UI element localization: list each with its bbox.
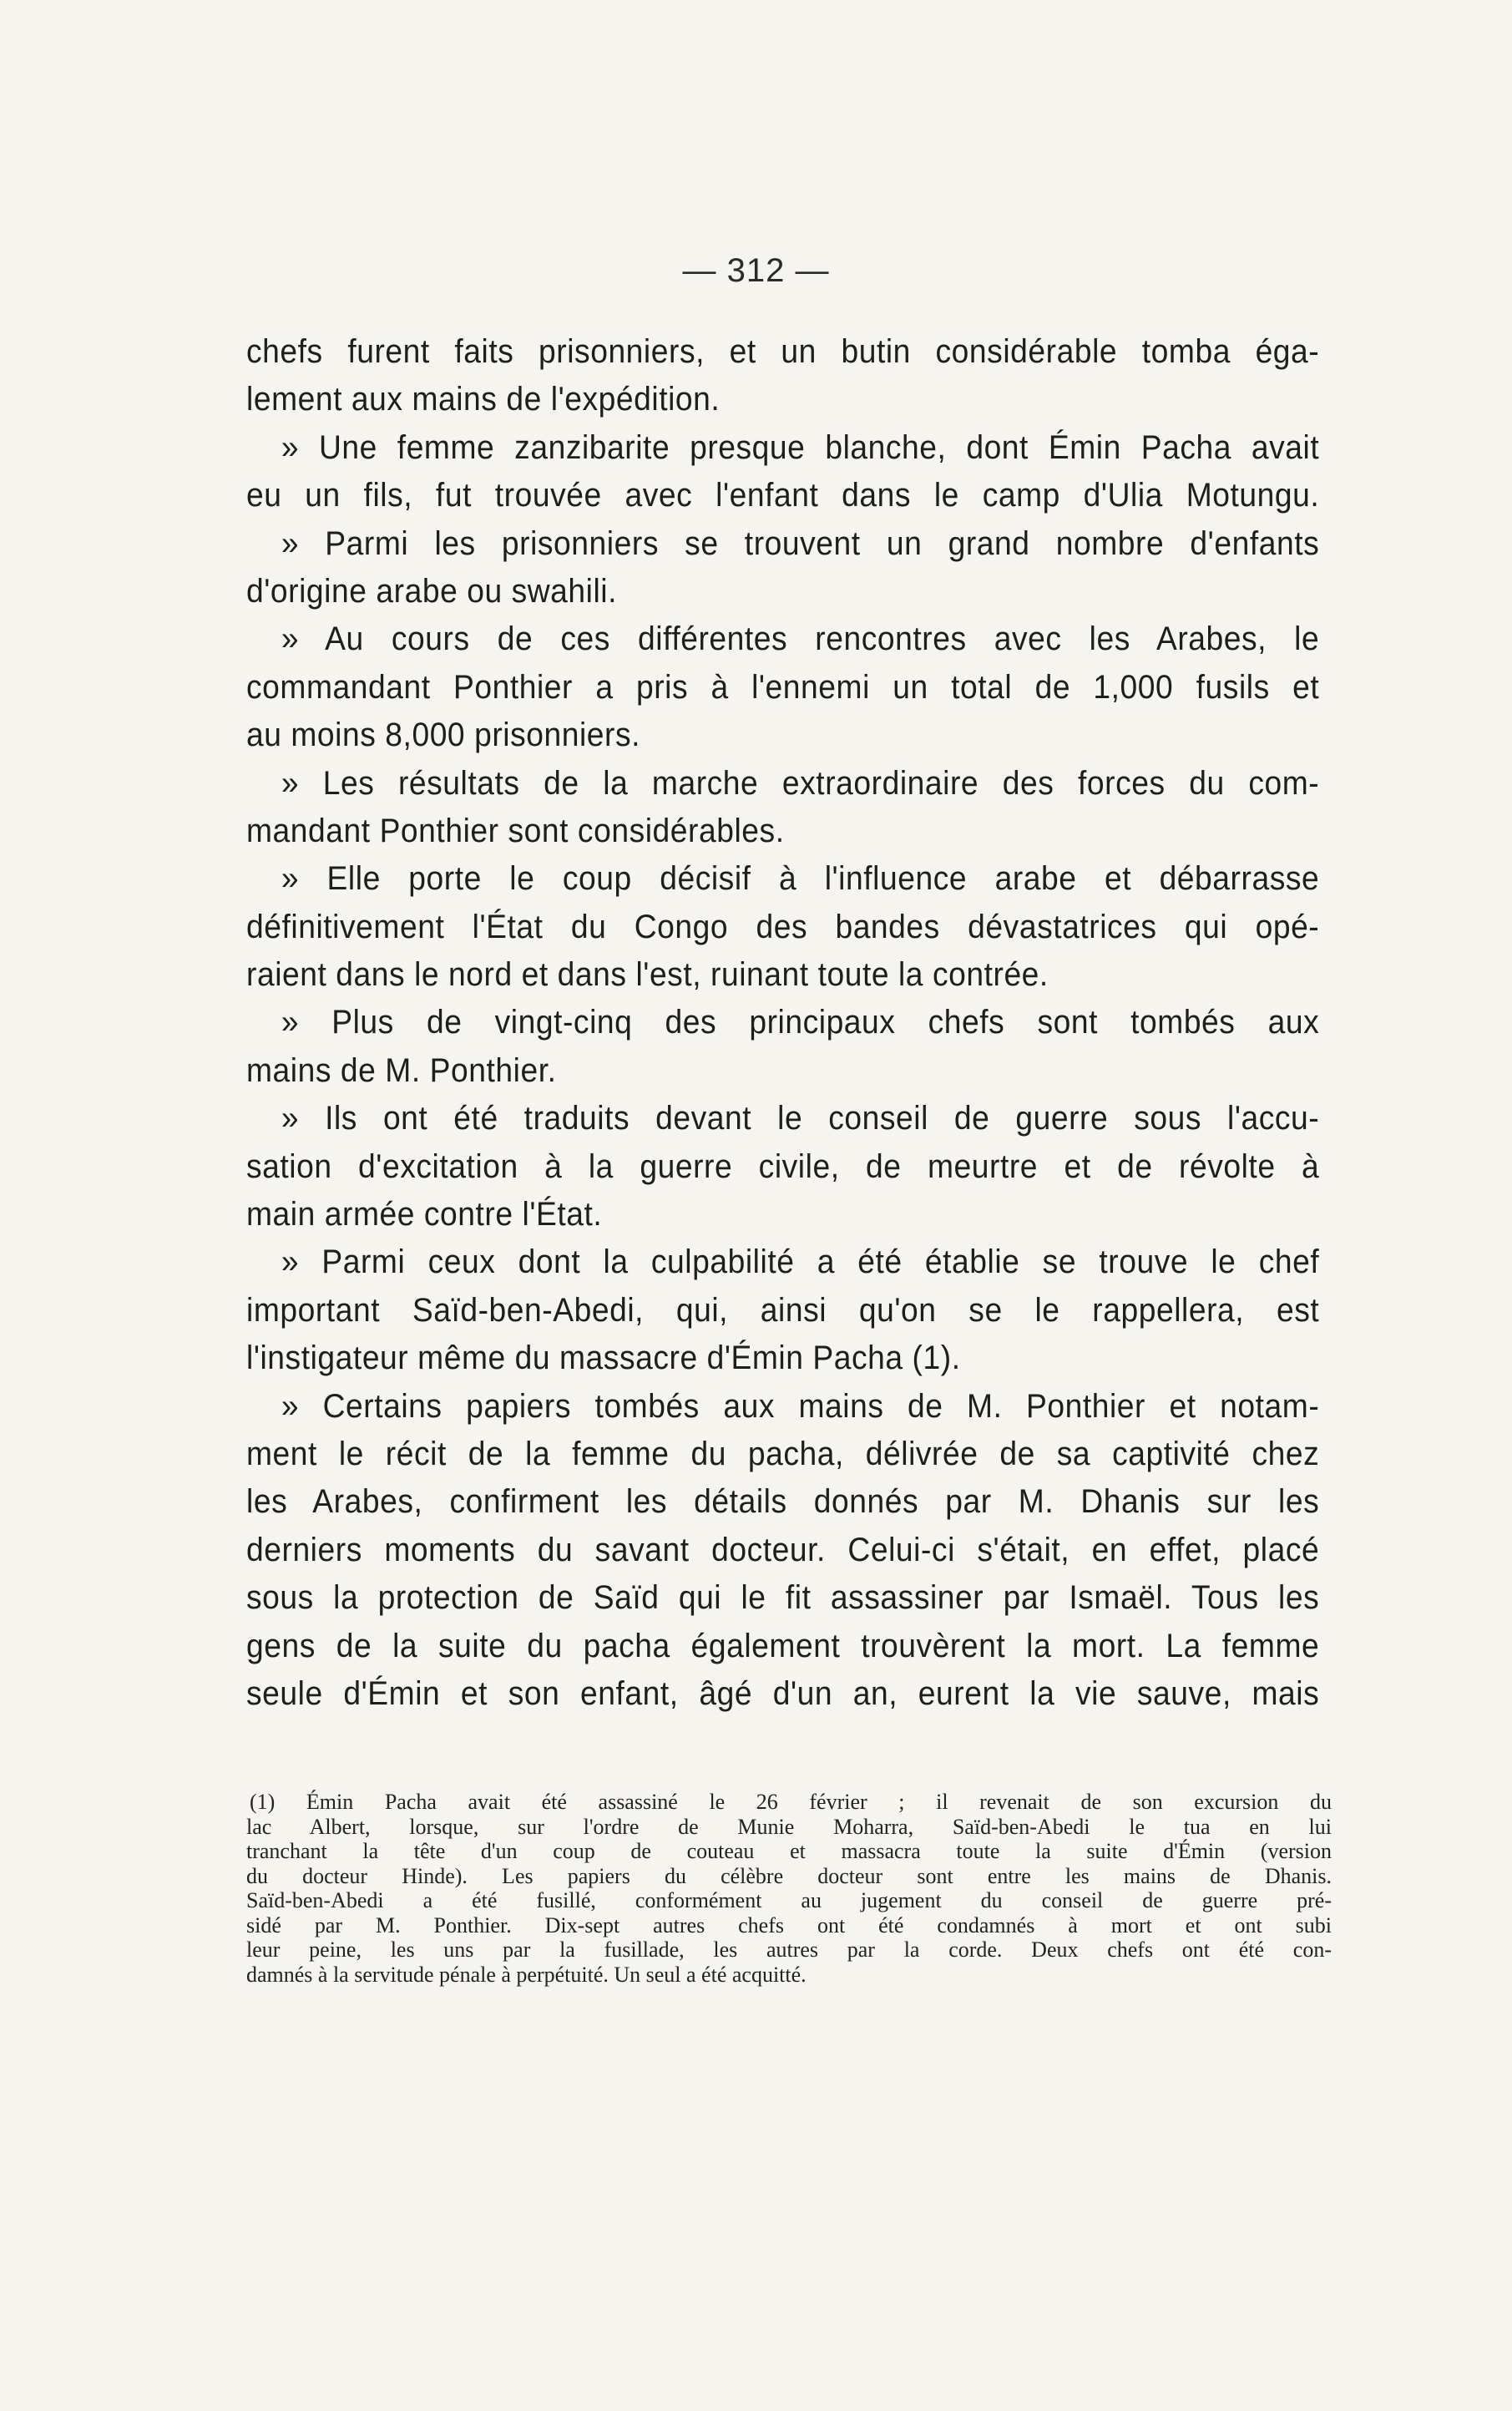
text-line: » Certains papiers tombés aux mains de M. Ponthier et notam- (281, 1387, 1320, 1425)
text-line: » Parmi ceux dont la culpabilité a été établie se trouve le chef (281, 1243, 1320, 1281)
text-line: lement aux mains de l'expédition. (246, 381, 721, 418)
text-line: » Elle porte le coup décisif à l'influence arabe et débarrasse (281, 860, 1320, 898)
footnote-line: tranchant la tête d'un coup de couteau et massacra toute la suite d'Émin (version (246, 1839, 1332, 1863)
text-line: derniers moments du savant docteur. Celui-ci s'était, en effet, placé (246, 1531, 1320, 1568)
text-line: chefs furent faits prisonniers, et un butin considérable tomba éga- (246, 333, 1320, 370)
main-text-block (246, 328, 1319, 1718)
text-line: eu un fils, fut trouvée avec l'enfant dans le camp d'Ulia Motungu. (246, 477, 1320, 514)
footnote-block (246, 1790, 1332, 1987)
text-line: l'instigateur même du massacre d'Émin Pacha (1). (246, 1340, 961, 1377)
text-line: mains de M. Ponthier. (246, 1051, 557, 1089)
text-line: ment le récit de la femme du pacha, délivrée de sa captivité chez (246, 1435, 1320, 1472)
text-line: sation d'excitation à la guerre civile, de meurtre et de révolte à (246, 1147, 1320, 1185)
text-line: » Au cours de ces différentes rencontres avec les Arabes, le (281, 620, 1320, 658)
footnote-line: du docteur Hinde). Les papiers du célèbre docteur sont entre les mains de Dhanis. (246, 1863, 1332, 1888)
page-number: — 312 — (682, 252, 830, 289)
text-line: » Parmi les prisonniers se trouvent un grand nombre d'enfants (281, 524, 1320, 562)
text-line: au moins 8,000 prisonniers. (246, 717, 641, 754)
text-line: d'origine arabe ou swahili. (246, 572, 618, 610)
text-line: gens de la suite du pacha également trouvèrent la mort. La femme (246, 1627, 1320, 1664)
text-line: important Saïd-ben-Abedi, qui, ainsi qu'on se le rappellera, est (246, 1291, 1320, 1329)
footnote-line: damnés à la servitude pénale à perpétuité. Un seul a été acquitté. (246, 1962, 807, 1987)
text-line: main armée contre l'État. (246, 1196, 603, 1233)
footnote-line: lac Albert, lorsque, sur l'ordre de Munie Moharra, Saïd-ben-Abedi le tua en lui (246, 1814, 1332, 1839)
footnote-line: Saïd-ben-Abedi a été fusillé, conformément au jugement du conseil de guerre pré- (246, 1888, 1332, 1912)
text-line: les Arabes, confirment les détails donnés par M. Dhanis sur les (246, 1483, 1320, 1521)
text-line: commandant Ponthier a pris à l'ennemi un total de 1,000 fusils et (246, 668, 1320, 706)
text-line: » Ils ont été traduits devant le conseil de guerre sous l'accu- (281, 1100, 1320, 1137)
footnote-line: sidé par M. Ponthier. Dix-sept autres chefs ont été condamnés à mort et ont subi (246, 1912, 1332, 1937)
text-line: raient dans le nord et dans l'est, ruinant toute la contrée. (246, 956, 1049, 994)
text-line: » Plus de vingt-cinq des principaux chefs sont tombés aux (281, 1004, 1320, 1041)
text-line: » Une femme zanzibarite presque blanche, dont Émin Pacha avait (281, 428, 1320, 466)
text-line: mandant Ponthier sont considérables. (246, 812, 785, 849)
text-line: définitivement l'État du Congo des bandes dévastatrices qui opé- (246, 908, 1320, 945)
text-line: seule d'Émin et son enfant, âgé d'un an, eurent la vie sauve, mais (246, 1674, 1320, 1712)
text-line: sous la protection de Saïd qui le fit assassiner par Ismaël. Tous les (246, 1579, 1320, 1617)
footnote-line: (1) Émin Pacha avait été assassiné le 26 février ; il revenait de son excursion du (250, 1790, 1332, 1814)
footnote-line: leur peine, les uns par la fusillade, les autres par la corde. Deux chefs ont été con- (246, 1937, 1332, 1962)
text-line: » Les résultats de la marche extraordinaire des forces du com- (281, 764, 1320, 802)
